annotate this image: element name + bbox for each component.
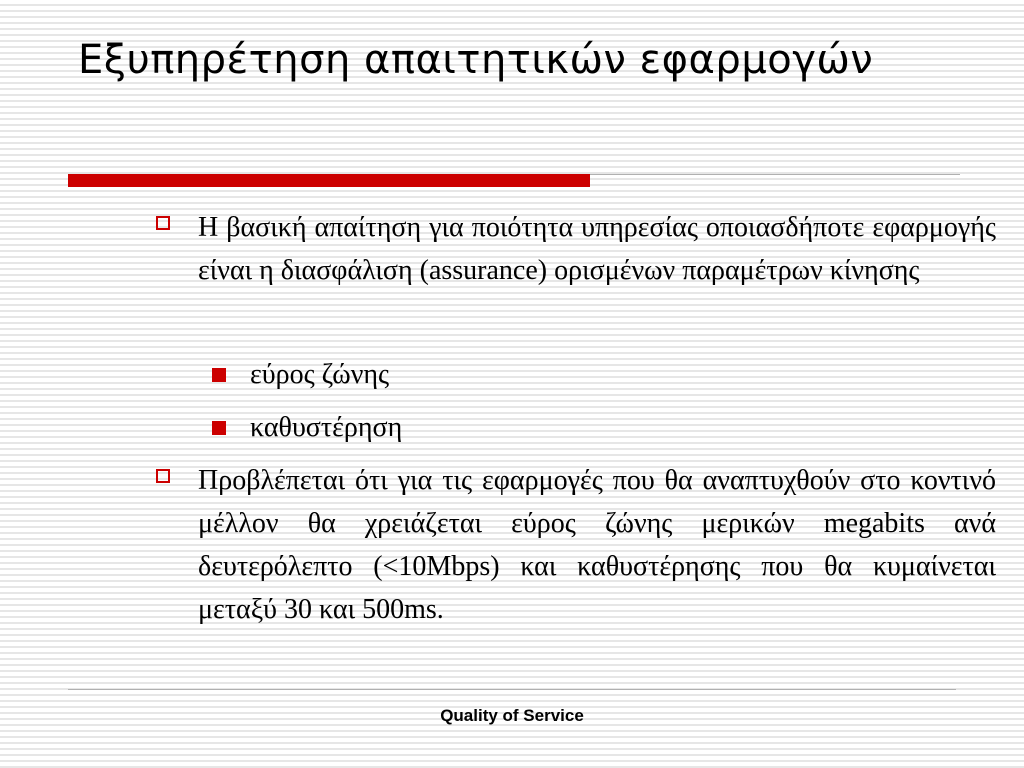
bullet-item — [156, 206, 996, 292]
sub-bullet-item — [212, 406, 912, 449]
filled-square-bullet-icon — [212, 368, 226, 382]
footer-label: Quality of Service — [440, 706, 584, 725]
filled-square-bullet-icon — [212, 421, 226, 435]
bullet-text: Προβλέπεται ότι για τις εφαρμογές που θα αναπτυχθούν στο κοντινό μέλλον θα χρειάζεται εύρος ζώνης μερικών megabits ανά δευτερόλεπτο (<10Mbps) και καθυστέρησης που θα κυμαίνεται μεταξύ 30 και 500ms. — [198, 465, 996, 625]
footer-divider-line — [68, 689, 956, 690]
sub-bullet-text: καθυστέρηση — [250, 412, 403, 443]
bullet-text: Η βασική απαίτηση για ποιότητα υπηρεσίας οποιασδήποτε εφαρμογής είναι η διασφάλιση (assurance) ορισμένων παραμέτρων κίνησης — [198, 212, 996, 286]
slide-title: Εξυπηρέτηση απαιτητικών εφαρμογών — [78, 37, 874, 83]
sub-bullet-item — [212, 353, 912, 396]
title-accent-bar — [68, 174, 590, 187]
bullet-item — [156, 459, 996, 631]
hollow-square-bullet-icon — [156, 469, 170, 483]
sub-bullet-text: εύρος ζώνης — [250, 359, 390, 390]
hollow-square-bullet-icon — [156, 216, 170, 230]
